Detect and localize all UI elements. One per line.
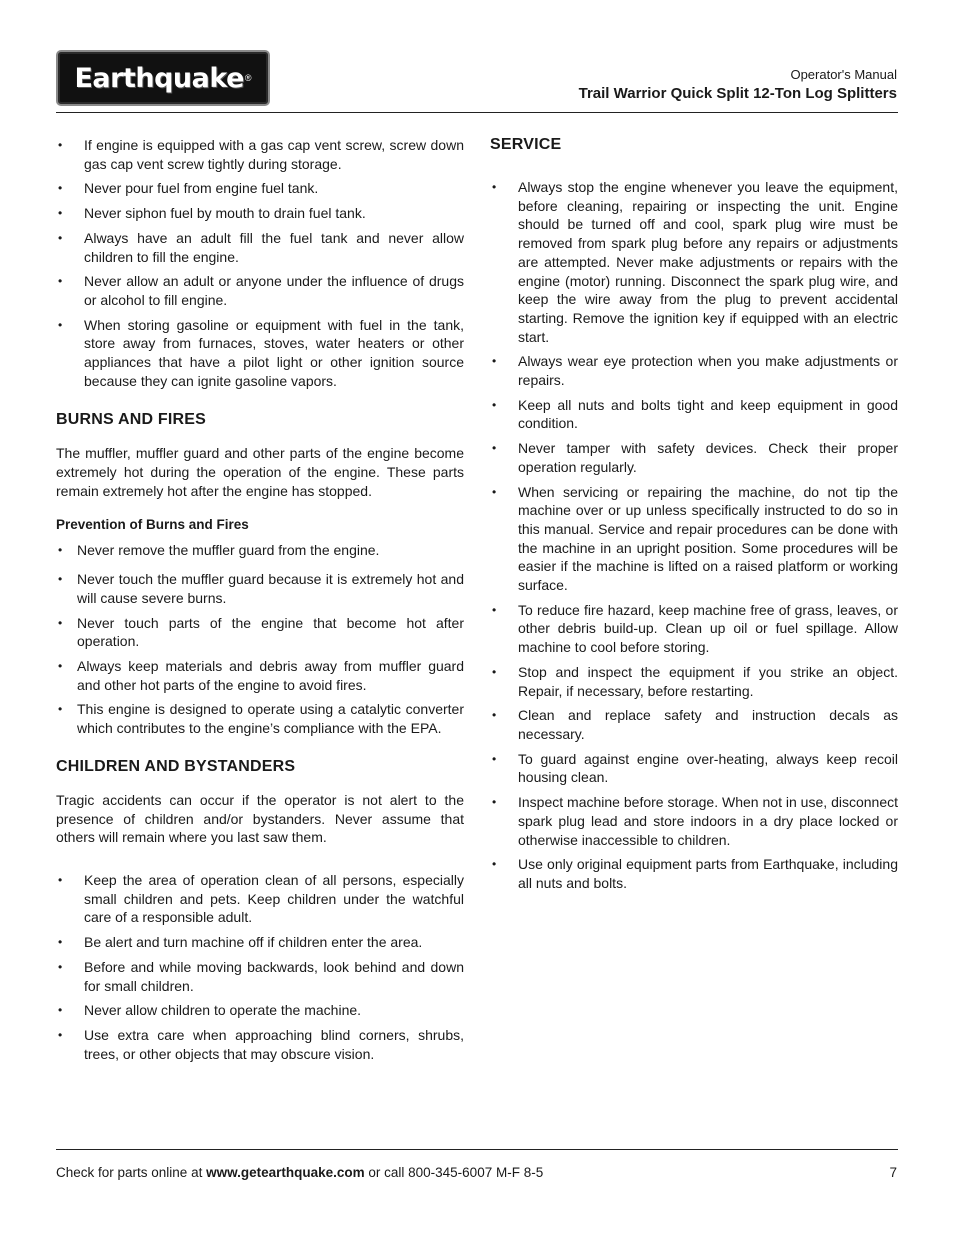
list-item: • Use only original equipment parts from Earthquake, including all nuts and bolts. (490, 855, 898, 892)
list-item: • Never pour fuel from engine fuel tank. (56, 179, 464, 198)
list-item: • Always wear eye protection when you make adjustments or repairs. (490, 352, 898, 389)
earthquake-logo (56, 50, 270, 106)
burns-paragraph: The muffler, muffler guard and other parts of the engine become extremely hot during the operation of the engine. These parts remain extremely hot after the engine has stopped. (56, 445, 464, 499)
list-item: • Clean and replace safety and instruction decals as necessary. (490, 706, 898, 743)
left-column (56, 136, 464, 1069)
service-heading: SERVICE (490, 136, 562, 153)
children-paragraph: Tragic accidents can occur if the operator is not alert to the presence of children and/or bystanders. Never assume that others will remain where you last saw them. (56, 791, 464, 846)
list-item: • When storing gasoline or equipment with fuel in the tank, store away from furnaces, stoves, water heaters or other appliances that have a pilot light or other ignition source because they can ignite gasoline vapors. (56, 316, 464, 391)
list-item: • Always stop the engine whenever you leave the equipment, before cleaning, repairing or inspecting the unit. Engine should be turned off and cool, spark plug wire must be removed from spark plug before any repairs or adjustments are attempted. Never make adjustments or repairs with the engine (motor) running. Disconnect the spark plug wire, and keep the wire away from the plug to prevent accidental starting. Remove the ignition key if equipped with an electric start. (490, 178, 898, 346)
list-item: • Never remove the muffler guard from the engine. (56, 541, 464, 560)
logo-text: Earthquake (74, 62, 244, 94)
footer-divider (56, 1149, 898, 1150)
website-link[interactable]: www.getearthquake.com (206, 1165, 365, 1180)
footer-prefix: Check for parts online at (56, 1165, 207, 1180)
list-item: • Never touch the muffler guard because it is extremely hot and will cause severe burns. (56, 570, 464, 607)
list-item: • Keep all nuts and bolts tight and keep equipment in good condition. (490, 396, 898, 433)
list-item: • This engine is designed to operate using a catalytic converter which contributes to the engine’s compliance with the EPA. (56, 700, 464, 737)
list-item: • Never tamper with safety devices. Check their proper operation regularly. (490, 439, 898, 476)
footer-contact (56, 1165, 543, 1180)
list-item: • If engine is equipped with a gas cap vent screw, screw down gas cap vent screw tightly during storage. (56, 136, 464, 173)
list-item: • Always have an adult fill the fuel tank and never allow children to fill the engine. (56, 229, 464, 266)
fuel-safety-list (56, 136, 464, 390)
list-item: • Before and while moving backwards, look behind and down for small children. (56, 958, 464, 995)
footer-suffix: or call 800-345-6007 M-F 8-5 (364, 1165, 544, 1180)
document-title: Trail Warrior Quick Split 12-Ton Log Splitters (578, 85, 897, 102)
prevention-heading: Prevention of Burns and Fires (56, 516, 249, 532)
list-item: • Inspect machine before storage. When not in use, disconnect spark plug lead and store indoors in a dry place locked or otherwise inaccessible to children. (490, 793, 898, 849)
list-item: • Never siphon fuel by mouth to drain fuel tank. (56, 204, 464, 223)
list-item: • Never allow an adult or anyone under the influence of drugs or alcohol to fill engine. (56, 272, 464, 309)
list-item: • Never touch parts of the engine that become hot after operation. (56, 614, 464, 651)
list-item: • Stop and inspect the equipment if you strike an object. Repair, if necessary, before restarting. (490, 663, 898, 700)
manual-label: Operator's Manual (790, 67, 897, 82)
burns-heading: BURNS AND FIRES (56, 411, 206, 429)
list-item: • Be alert and turn machine off if children enter the area. (56, 933, 464, 952)
service-list (490, 178, 898, 893)
header-divider (56, 112, 898, 113)
list-item: • Keep the area of operation clean of all persons, especially small children and pets. Keep children under the watchful care of a responsible adult. (56, 871, 464, 927)
list-item: • To reduce fire hazard, keep machine free of grass, leaves, or other debris build-up. Clean up oil or fuel spillage. Allow machine to cool before storing. (490, 601, 898, 657)
right-column (490, 136, 898, 899)
prevention-list (56, 541, 464, 738)
list-item: • Use extra care when approaching blind corners, shrubs, trees, or other objects that may obscure vision. (56, 1026, 464, 1063)
list-item: • Never allow children to operate the machine. (56, 1001, 464, 1020)
list-item: • To guard against engine over-heating, always keep recoil housing clean. (490, 750, 898, 787)
page-number: 7 (889, 1165, 897, 1180)
list-item: • Always keep materials and debris away from muffler guard and other hot parts of the engine to avoid fires. (56, 657, 464, 694)
children-heading: CHILDREN AND BYSTANDERS (56, 757, 296, 775)
children-list (56, 871, 464, 1063)
logo-registered-mark: ® (244, 73, 252, 83)
list-item: • When servicing or repairing the machine, do not tip the machine over or up unless specifically instructed to do so in this manual. Service and repair procedures can be done with the machine in an upright position. Some procedures will be easier if the machine is lifted on a raised platform or working surface. (490, 483, 898, 595)
